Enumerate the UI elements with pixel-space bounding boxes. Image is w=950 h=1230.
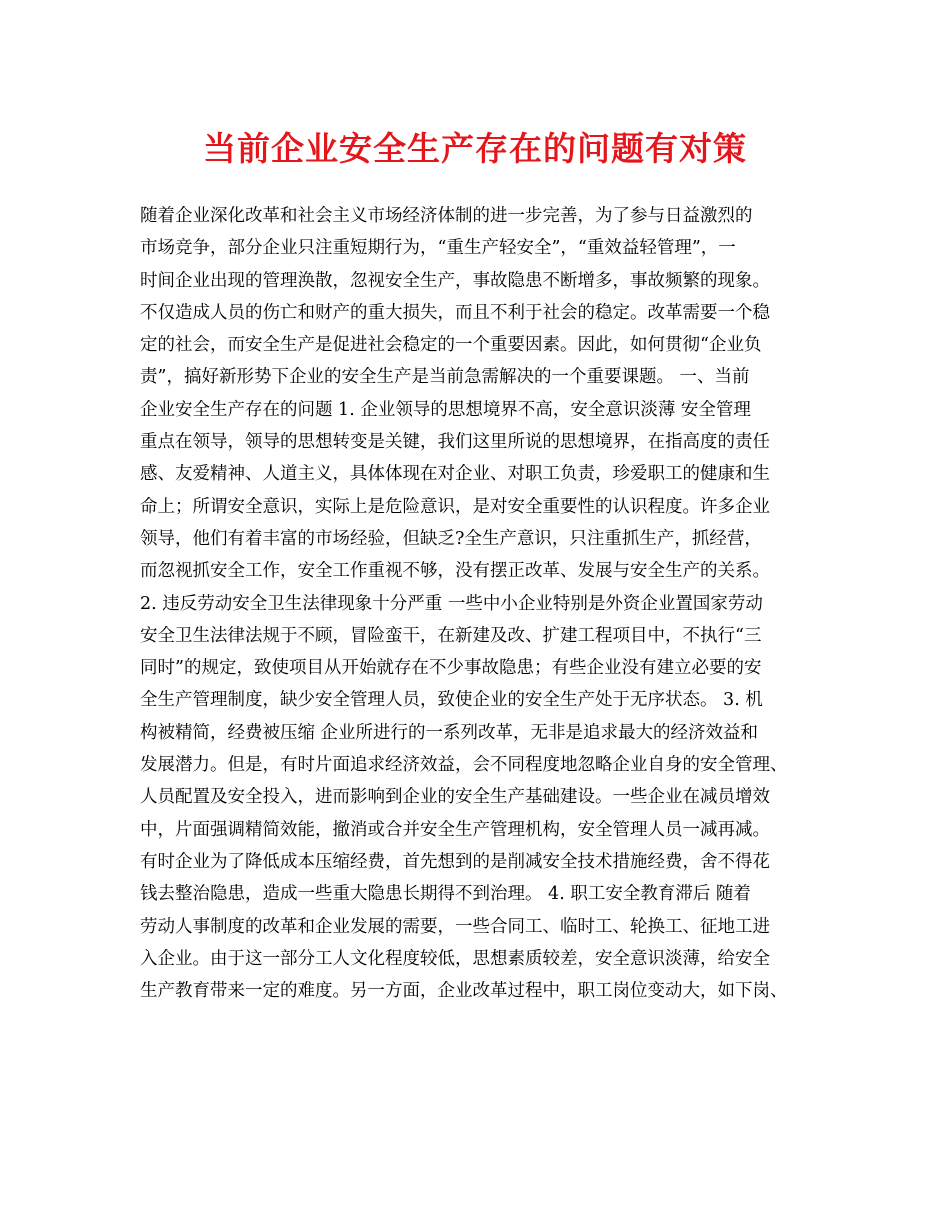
body-line: 有时企业为了降低成本压缩经费，首先想到的是削减安全技术措施经费，舍不得花 <box>140 851 770 872</box>
body-line: 生产教育带来一定的难度。另一方面，企业改革过程中，职工岗位变动大，如下岗、 <box>140 981 788 1002</box>
body-line: 人员配置及安全投入，进而影响到企业的安全生产基础建设。一些企业在减员增效 <box>140 787 770 808</box>
body-line: 定的社会，而安全生产是促进社会稳定的一个重要因素。因此，如何贯彻“企业负 <box>140 335 762 356</box>
body-line: 责”，搞好新形势下企业的安全生产是当前急需解决的一个重要课题。 一、当前 <box>140 367 750 388</box>
body-line: 市场竞争，部分企业只注重短期行为，“重生产轻安全”，“重效益轻管理”，一 <box>140 238 736 259</box>
body-line: 全生产管理制度，缺少安全管理人员，致使企业的安全生产处于无序状态。 3. 机 <box>140 690 763 711</box>
body-line: 2. 违反劳动安全卫生法律现象十分严重 一些中小企业特别是外资企业置国家劳动 <box>140 593 763 614</box>
body-line: 安全卫生法律法规于不顾，冒险蛮干，在新建及改、扩建工程项目中，不执行“三 <box>140 625 762 646</box>
body-line: 劳动人事制度的改革和企业发展的需要，一些合同工、临时工、轮换工、征地工进 <box>140 916 770 937</box>
body-line: 领导，他们有着丰富的市场经验，但缺乏?全生产意识，只注重抓生产，抓经营， <box>140 528 762 549</box>
body-line: 企业安全生产存在的问题 1. 企业领导的思想境界不高，安全意识淡薄 安全管理 <box>140 399 751 420</box>
body-line: 构被精简，经费被压缩 企业所进行的一系列改革，无非是追求最大的经济效益和 <box>140 722 759 743</box>
body-line: 随着企业深化改革和社会主义市场经济体制的进一步完善，为了参与日益激烈的 <box>140 206 753 226</box>
body-line: 发展潜力。但是，有时片面追求经济效益，会不同程度地忽略企业自身的安全管理、 <box>140 755 788 776</box>
body-line: 重点在领导，领导的思想转变是关键，我们这里所说的思想境界，在指高度的责任 <box>140 432 770 453</box>
body-line: 时间企业出现的管理涣散，忽视安全生产，事故隐患不断增多，事故频繁的现象。 <box>140 270 770 291</box>
body-line: 钱去整治隐患，造成一些重大隐患长期得不到治理。 4. 职工安全教育滞后 随着 <box>140 884 751 905</box>
body-line: 同时”的规定，致使项目从开始就存在不少事故隐患；有些企业没有建立必要的安 <box>140 658 762 679</box>
body-line: 中，片面强调精简效能，撤消或合并安全生产管理机构，安全管理人员一减再减。 <box>140 819 770 840</box>
body-line: 感、友爱精神、人道主义，具体体现在对企业、对职工负责，珍爱职工的健康和生 <box>140 464 770 485</box>
body-line: 而忽视抓安全工作，安全工作重视不够，没有摆正改革、发展与安全生产的关系。 <box>140 561 770 582</box>
document-body <box>140 200 820 1007</box>
document-title: 当前企业安全生产存在的问题有对策 <box>203 129 747 168</box>
body-line: 不仅造成人员的伤亡和财产的重大损失，而且不利于社会的稳定。改革需要一个稳 <box>140 302 770 323</box>
body-line: 入企业。由于这一部分工人文化程度较低，思想素质较差，安全意识淡薄，给安全 <box>140 948 770 969</box>
body-line: 命上；所谓安全意识，实际上是危险意识，是对安全重要性的认识程度。许多企业 <box>140 496 770 517</box>
